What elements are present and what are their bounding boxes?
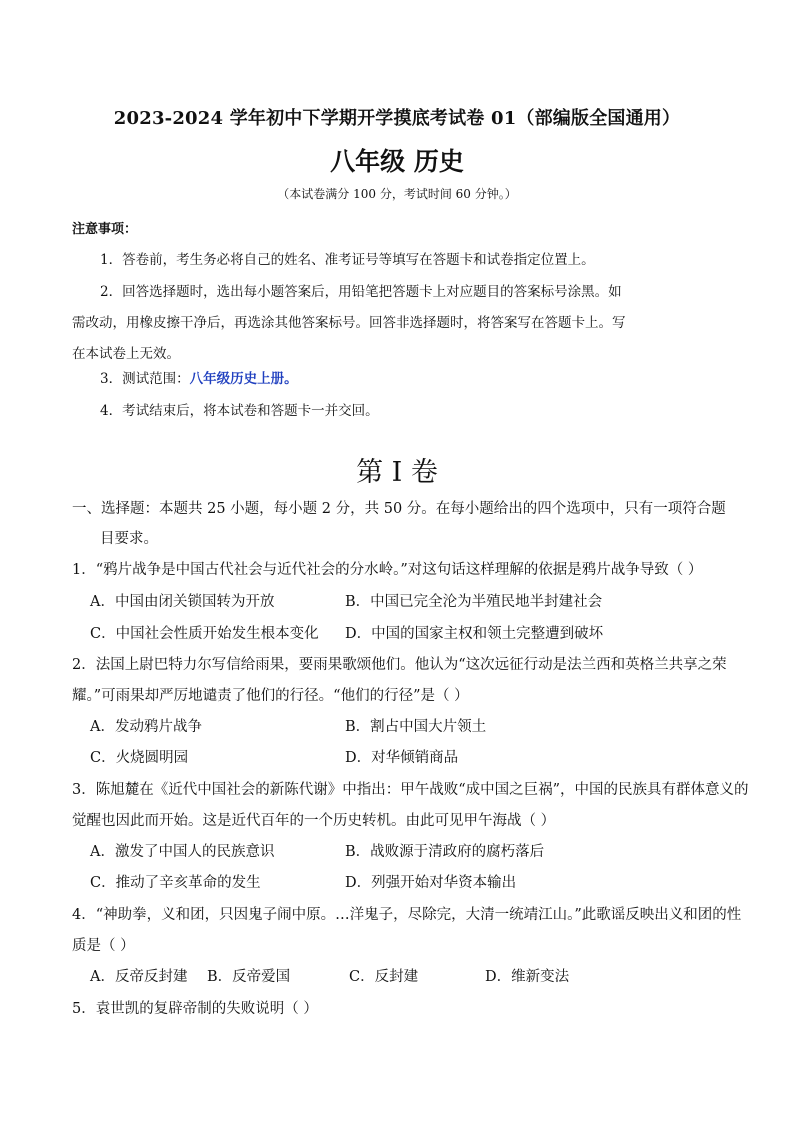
notice-item-3 [100,367,298,387]
question-3-line-1: 3．陈旭麓在《近代中国社会的新陈代谢》中指出：甲午战败“成中国之巨祸”，中国的民族具有群体意义的 [72,782,749,798]
notice-item-1: 1．答卷前，考生务必将自己的姓名、准考证号等填写在答题卡和试卷指定位置上。 [100,252,595,268]
question-2-line-1: 2．法国上尉巴特力尔写信给雨果，要雨果歌颂他们。他认为“这次远征行动是法兰西和英格兰共享之荣 [72,657,727,673]
notice-item-2-line-1: 2．回答选择题时，选出每小题答案后，用铅笔把答题卡上对应题目的答案标号涂黑。如 [100,284,622,300]
question-3-option-b: B．战败源于清政府的腐朽落后 [345,844,545,860]
notice-item-3-prefix: 3．测试范围： [100,371,190,387]
question-1-option-d: D．中国的国家主权和领土完整遭到破坏 [345,626,604,642]
question-4-line-2: 质是（ ） [72,938,135,954]
exam-subtitle: 八年级 历史 [330,147,464,176]
exam-title: 2023-2024 学年初中下学期开学摸底考试卷 01（部编版全国通用） [113,108,681,129]
question-4-option-d: D．维新变法 [485,969,570,985]
question-2-option-a: A．发动鸦片战争 [90,719,202,735]
question-1-option-c: C．中国社会性质开始发生根本变化 [90,626,319,642]
question-4-line-1: 4．“神助拳，义和团，只因鬼子闹中原。…洋鬼子，尽除完，大清一统靖江山。”此歌谣反映出义和团的性 [72,907,742,923]
volume-heading: 第 I 卷 [356,457,438,488]
notice-heading: 注意事项： [72,222,138,237]
question-3-option-a: A．激发了中国人的民族意识 [90,844,275,860]
question-3-option-d: D．列强开始对华资本输出 [345,875,517,891]
question-2-option-b: B．割占中国大片领土 [345,719,487,735]
question-2-option-d: D．对华倾销商品 [345,750,459,766]
section-instruction-line-2: 目要求。 [100,531,158,547]
question-3-option-c: C．推动了辛亥革命的发生 [90,875,261,891]
notice-item-2-line-2: 需改动，用橡皮擦干净后，再选涂其他答案标号。回答非选择题时，将答案写在答题卡上。写 [72,315,626,331]
question-1-option-b: B．中国已完全沦为半殖民地半封建社会 [345,594,603,610]
question-4-option-b: B．反帝爱国 [207,969,291,985]
notice-item-2-line-3: 在本试卷上无效。 [72,346,180,362]
question-3-line-2: 觉醒也因此而开始。这是近代百年的一个历史转机。由此可见甲午海战（ ） [72,813,556,829]
question-1: 1．“鸦片战争是中国古代社会与近代社会的分水岭。”对这句话这样理解的依据是鸦片战争导致（ ） [72,562,703,578]
question-2-option-c: C．火烧圆明园 [90,750,189,766]
test-scope: 八年级历史上册。 [189,371,298,387]
exam-note: （本试卷满分 100 分，考试时间 60 分钟。） [277,187,517,201]
section-instruction-line-1: 一、选择题：本题共 25 小题，每小题 2 分，共 50 分。在每小题给出的四个选项中，只有一项符合题 [72,501,726,517]
question-4-option-c: C．反封建 [349,969,419,985]
question-1-option-a: A．中国由闭关锁国转为开放 [90,594,275,610]
notice-item-4: 4．考试结束后，将本试卷和答题卡一并交回。 [100,403,379,419]
question-5: 5．袁世凯的复辟帝制的失败说明（ ） [72,1001,318,1017]
question-2-line-2: 耀。”可雨果却严厉地谴责了他们的行径。“他们的行径”是（ ） [72,688,469,704]
question-4-option-a: A．反帝反封建 [90,969,188,985]
